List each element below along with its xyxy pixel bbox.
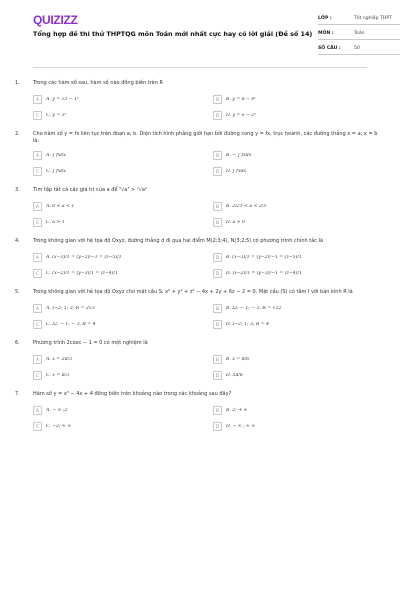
answer-options <box>33 150 385 177</box>
option-text: A. (x−3)/1 = (y−2)/−1 = (z−5)/1 <box>46 254 122 260</box>
answer-options <box>33 201 385 228</box>
question-block <box>15 187 385 228</box>
option-text: B. 2; + ∞ <box>226 407 248 413</box>
header-divider <box>33 67 367 68</box>
option-text: B. I2; − 1; − 3, R = √12 <box>226 305 282 311</box>
option-text: C. y = 3ˣ <box>46 112 67 118</box>
question-number: 5. <box>15 289 20 295</box>
answer-option[interactable] <box>33 150 205 161</box>
answer-options <box>33 405 385 432</box>
answer-option[interactable] <box>213 166 385 177</box>
option-letter-box[interactable]: A <box>33 355 42 364</box>
option-letter-box[interactable]: A <box>33 406 42 415</box>
answer-option[interactable] <box>213 319 385 330</box>
option-letter-box[interactable]: B <box>213 406 222 415</box>
option-text: A. ∫ fxdx <box>46 152 66 158</box>
question-block <box>15 238 385 279</box>
question-number: 4. <box>15 238 20 244</box>
option-text: B. − ∫ fxdx <box>226 152 252 158</box>
option-letter-box[interactable]: B <box>213 95 222 104</box>
option-letter-box[interactable]: C <box>33 371 42 380</box>
question-text: Tìm tập tất cả các giá trị của a để ⁵√a⁷ > ⁷√a² <box>33 187 147 193</box>
question-block <box>15 289 385 330</box>
option-text: B. (x−3)/1 = (y−2)/−1 = (z−5)/1 <box>226 254 302 260</box>
option-text: A. y = √3 − 1ˣ <box>46 96 79 102</box>
answer-option[interactable] <box>213 354 385 365</box>
answer-option[interactable] <box>33 319 205 330</box>
option-text: C. I2; − 1; − 3, R = 4 <box>46 321 96 327</box>
option-letter-box[interactable]: C <box>33 218 42 227</box>
question-block <box>15 80 385 121</box>
option-letter-box[interactable]: D <box>213 269 222 278</box>
question-text: Trong không gian với hệ tọa độ Oxyz, đường thẳng d đi qua hai điểm M(2;3;4), N(3;2;5) có phương trình chính tắc là <box>33 238 324 244</box>
option-letter-box[interactable]: B <box>213 355 222 364</box>
answer-option[interactable] <box>213 94 385 105</box>
option-letter-box[interactable]: C <box>33 422 42 431</box>
option-letter-box[interactable]: B <box>213 202 222 211</box>
answer-option[interactable] <box>213 150 385 161</box>
option-letter-box[interactable]: B <box>213 151 222 160</box>
question-number: 3. <box>15 187 20 193</box>
answer-option[interactable] <box>33 110 205 121</box>
answer-option[interactable] <box>33 421 205 432</box>
option-text: D. I−2; 1; 3; R = 4 <box>226 321 270 327</box>
answer-option[interactable] <box>213 303 385 314</box>
option-text: C. −2; + ∞ <box>46 423 72 429</box>
question-block <box>15 340 385 381</box>
question-list <box>15 80 385 442</box>
option-letter-box[interactable]: A <box>33 304 42 313</box>
question-number: 2. <box>15 131 20 137</box>
meta-row-count <box>318 43 400 55</box>
option-letter-box[interactable]: D <box>213 371 222 380</box>
option-letter-box[interactable]: D <box>213 111 222 120</box>
meta-row-class <box>318 13 400 25</box>
option-text: B. 2/21 < a < 2/5 <box>226 203 267 209</box>
question-text: Cho hàm số y = fx liên tục trên đoạn a; b. Diện tích hình phẳng giới hạn bởi đường cong y = fx, trục hoành, các đường thẳng x = a; x = b là: <box>33 131 378 144</box>
option-text: C. x = π/3 <box>46 372 70 378</box>
answer-option[interactable] <box>33 252 205 263</box>
question-text: Trong các hàm số sau, hàm số nào đồng biến trên R <box>33 80 163 86</box>
option-letter-box[interactable]: A <box>33 95 42 104</box>
answer-option[interactable] <box>33 94 205 105</box>
question-number: 6. <box>15 340 20 346</box>
meta-label: SỐ CÂU : <box>318 45 341 51</box>
answer-option[interactable] <box>213 405 385 416</box>
option-letter-box[interactable]: D <box>213 422 222 431</box>
meta-value: Toán <box>354 30 365 36</box>
answer-option[interactable] <box>33 303 205 314</box>
option-letter-box[interactable]: D <box>213 218 222 227</box>
answer-option[interactable] <box>213 370 385 381</box>
question-block <box>15 131 385 177</box>
answer-option[interactable] <box>33 370 205 381</box>
option-letter-box[interactable]: C <box>33 111 42 120</box>
option-text: A. 0 < a < 1 <box>46 203 75 209</box>
option-text: C. (x−2)/1 = (y−3)/1 = (z−4)/1 <box>46 270 118 276</box>
option-letter-box[interactable]: C <box>33 167 42 176</box>
meta-value: 50 <box>354 45 360 51</box>
option-text: D. (x−2)/1 = (y−3)/−1 = (z−4)/1 <box>226 270 302 276</box>
quizizz-logo: QUIZIZZ <box>33 13 78 27</box>
answer-option[interactable] <box>33 268 205 279</box>
answer-option[interactable] <box>213 217 385 228</box>
answer-options <box>33 94 385 121</box>
meta-label: LỚP : <box>318 15 332 21</box>
question-block <box>15 391 385 432</box>
option-text: D. y = e − 2ˣ <box>226 112 256 118</box>
meta-value: Tốt nghiệp THPT <box>354 15 392 21</box>
option-text: B. x = π/6 <box>226 356 250 362</box>
answer-option[interactable] <box>33 354 205 365</box>
meta-panel <box>318 13 400 58</box>
option-letter-box[interactable]: D <box>213 320 222 329</box>
answer-option[interactable] <box>213 252 385 263</box>
option-letter-box[interactable]: C <box>33 269 42 278</box>
answer-option[interactable] <box>213 110 385 121</box>
option-text: D. a > 0 <box>226 219 245 225</box>
question-number: 1. <box>15 80 20 86</box>
worksheet-header <box>18 0 392 72</box>
option-text: B. y = π − eˣ <box>226 96 256 102</box>
option-letter-box[interactable]: C <box>33 320 42 329</box>
option-letter-box[interactable]: A <box>33 202 42 211</box>
question-number: 7. <box>15 391 20 397</box>
option-text: A. I−2; 1; 3; R = 2√3 <box>46 305 95 311</box>
option-text: C. a > 1 <box>46 219 65 225</box>
answer-option[interactable] <box>213 421 385 432</box>
option-text: C. ∫ fxdx <box>46 168 66 174</box>
question-text: Trong không gian với hệ tọa độ Oxyz cho mặt cầu S: x² + y² + z² − 4x + 2y + 6z − 2 = 0. Mặt cầu (S) có tâm I với bán kính R là <box>33 289 353 295</box>
answer-option[interactable] <box>33 217 205 228</box>
option-text: A. x = 2π/3 <box>46 356 73 362</box>
answer-option[interactable] <box>33 405 205 416</box>
worksheet-title: Tổng hợp đề thi thử THPTQG môn Toán mới nhất cực hay có lời giải (Đề số 14) <box>33 30 313 38</box>
question-text: Phương trình 2cosx − 1 = 0 có một nghiệm là <box>33 340 148 346</box>
answer-option[interactable] <box>33 166 205 177</box>
option-letter-box[interactable]: A <box>33 151 42 160</box>
option-text: D. ∫ fxdx <box>226 168 247 174</box>
option-letter-box[interactable]: D <box>213 167 222 176</box>
option-letter-box[interactable]: A <box>33 253 42 262</box>
answer-options <box>33 252 385 279</box>
question-text: Hàm số y = x³ − 4x + 4 đồng biến trên khoảng nào trong các khoảng sau đây? <box>33 391 232 397</box>
answer-option[interactable] <box>33 201 205 212</box>
option-text: D. 5π/6 <box>226 372 243 378</box>
answer-option[interactable] <box>213 201 385 212</box>
option-letter-box[interactable]: B <box>213 253 222 262</box>
answer-options <box>33 303 385 330</box>
answer-option[interactable] <box>213 268 385 279</box>
meta-label: MÔN : <box>318 30 334 36</box>
meta-row-subject <box>318 28 400 40</box>
option-letter-box[interactable]: B <box>213 304 222 313</box>
answer-options <box>33 354 385 381</box>
option-text: A. − ∞ ;2 <box>46 407 68 413</box>
option-text: D. − ∞ ; + ∞ <box>226 423 256 429</box>
